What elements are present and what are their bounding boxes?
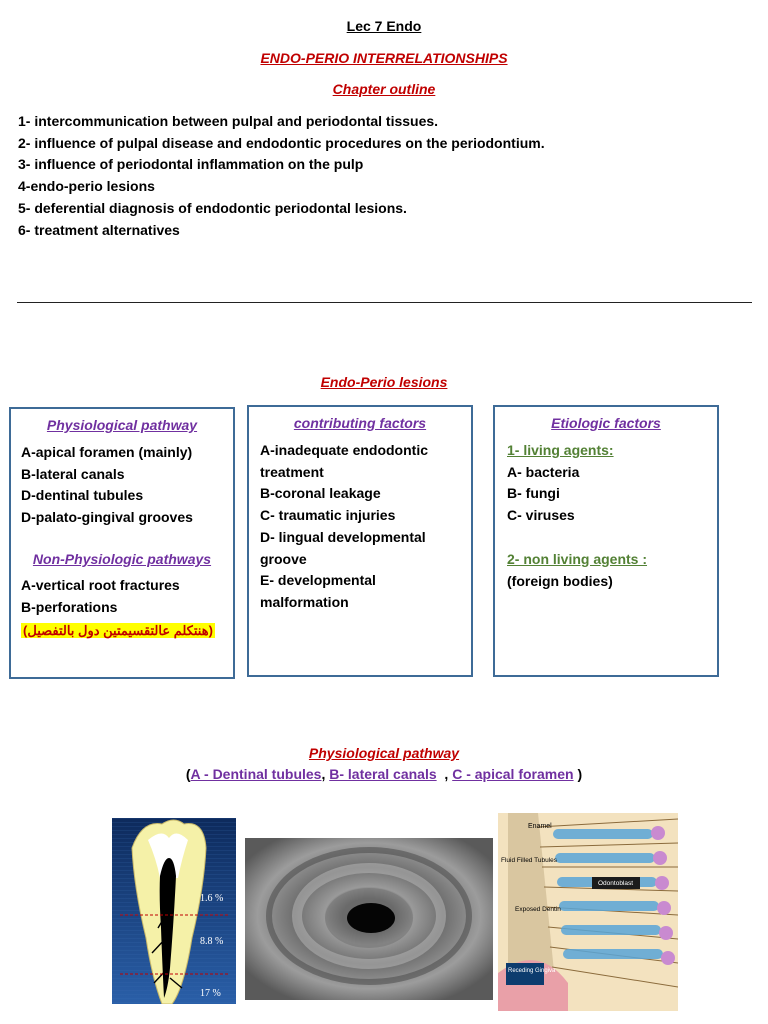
list-item: C- traumatic injuries	[260, 507, 396, 524]
list-item: groove	[260, 550, 307, 567]
outline-item: 5- deferential diagnosis of endodontic periodontal lesions.	[18, 199, 407, 216]
divider	[17, 302, 752, 303]
chapter-outline	[18, 111, 545, 241]
lesions-heading: Endo-Perio lesions	[320, 374, 448, 390]
list-item: B-coronal leakage	[260, 485, 381, 502]
tooth-label: 8.8 %	[200, 936, 224, 947]
arabic-note: (هنتكلم عالتقسيمتين دول بالتفصيل)	[23, 623, 213, 639]
outline-heading-wrap	[0, 81, 768, 99]
arabic-note-wrap	[21, 622, 233, 640]
caption-text: ,	[321, 766, 330, 782]
contributing-factors-box	[247, 405, 473, 677]
sem-foramen-image	[245, 838, 493, 1000]
dentin-label: Odontoblast	[598, 880, 634, 887]
tooth-diagram	[112, 818, 236, 1004]
caption-text: (	[185, 766, 191, 782]
list-item: A-vertical root fractures	[21, 576, 180, 593]
apical-foramen-link[interactable]: C - apical foramen	[452, 766, 574, 782]
caption-text: )	[573, 766, 583, 782]
main-title: ENDO-PERIO INTERRELATIONSHIPS	[260, 50, 508, 66]
box-title: Physiological pathway	[46, 417, 198, 433]
list-item: A-apical foramen (mainly)	[21, 444, 193, 460]
list-item: (foreign bodies)	[507, 572, 613, 589]
tooth-label: 17 %	[200, 988, 221, 999]
list-item: B-lateral canals	[21, 465, 125, 482]
lateral-canals-link[interactable]: B- lateral canals	[329, 766, 437, 782]
pathway-heading-wrap	[0, 745, 768, 763]
list-item: B-perforations	[21, 598, 118, 615]
dentin-label: Receding Gingiva	[508, 968, 556, 974]
etiologic-list	[507, 440, 717, 592]
outline-item: 6- treatment alternatives	[18, 221, 180, 238]
list-item: D-palato-gingival grooves	[21, 509, 193, 526]
list-item: B- fungi	[507, 485, 560, 502]
list-item: A-inadequate endodontic	[260, 442, 428, 458]
list-item: D- lingual developmental	[260, 528, 426, 545]
contributing-list	[260, 440, 471, 614]
list-item: D-dentinal tubules	[21, 487, 144, 504]
box-title: contributing factors	[293, 415, 427, 431]
etiologic-factors-box	[493, 405, 719, 677]
living-agents-heading: 1- living agents:	[507, 442, 614, 458]
lecture-title: Lec 7 Endo	[346, 18, 422, 34]
dentinal-tubules-link[interactable]: A - Dentinal tubules	[190, 766, 322, 782]
pathway-caption	[0, 766, 768, 782]
list-item: A- bacteria	[507, 463, 580, 480]
list-item: E- developmental	[260, 572, 376, 589]
dentin-label: Enamel	[528, 823, 552, 830]
dentin-label: Fluid Filled Tubules	[501, 857, 557, 864]
lesions-heading-wrap	[0, 374, 768, 392]
outline-item: 3- influence of periodontal inflammation on the pulp	[18, 156, 364, 173]
pathway-heading: Physiological pathway	[308, 745, 460, 761]
dentin-illustration	[498, 813, 678, 1011]
tooth-label: 1.6 %	[200, 893, 224, 904]
tooth-illustration	[112, 818, 236, 1004]
pathway-list	[21, 442, 233, 529]
nonliving-agents-heading: 2- non living agents :	[507, 550, 648, 567]
physiological-pathway-box	[9, 407, 235, 679]
non-physiologic-list	[21, 575, 233, 618]
outline-item: 4-endo-perio lesions	[18, 178, 155, 195]
main-title-wrap	[0, 50, 768, 68]
list-item: C- viruses	[507, 507, 575, 524]
box-subtitle: Non-Physiologic pathways	[32, 550, 212, 567]
dentin-tubules-diagram	[498, 813, 678, 1011]
caption-text: ,	[436, 766, 453, 782]
outline-item: 1- intercommunication between pulpal and periodontal tissues.	[18, 113, 439, 129]
sem-illustration	[245, 838, 493, 1000]
dentin-label: Exposed Dentin	[515, 906, 561, 913]
outline-item: 2- influence of pulpal disease and endodontic procedures on the periodontium.	[18, 134, 545, 151]
list-item: treatment	[260, 463, 324, 480]
box-title: Etiologic factors	[551, 415, 661, 431]
list-item: malformation	[260, 593, 349, 610]
outline-heading: Chapter outline	[332, 81, 436, 97]
